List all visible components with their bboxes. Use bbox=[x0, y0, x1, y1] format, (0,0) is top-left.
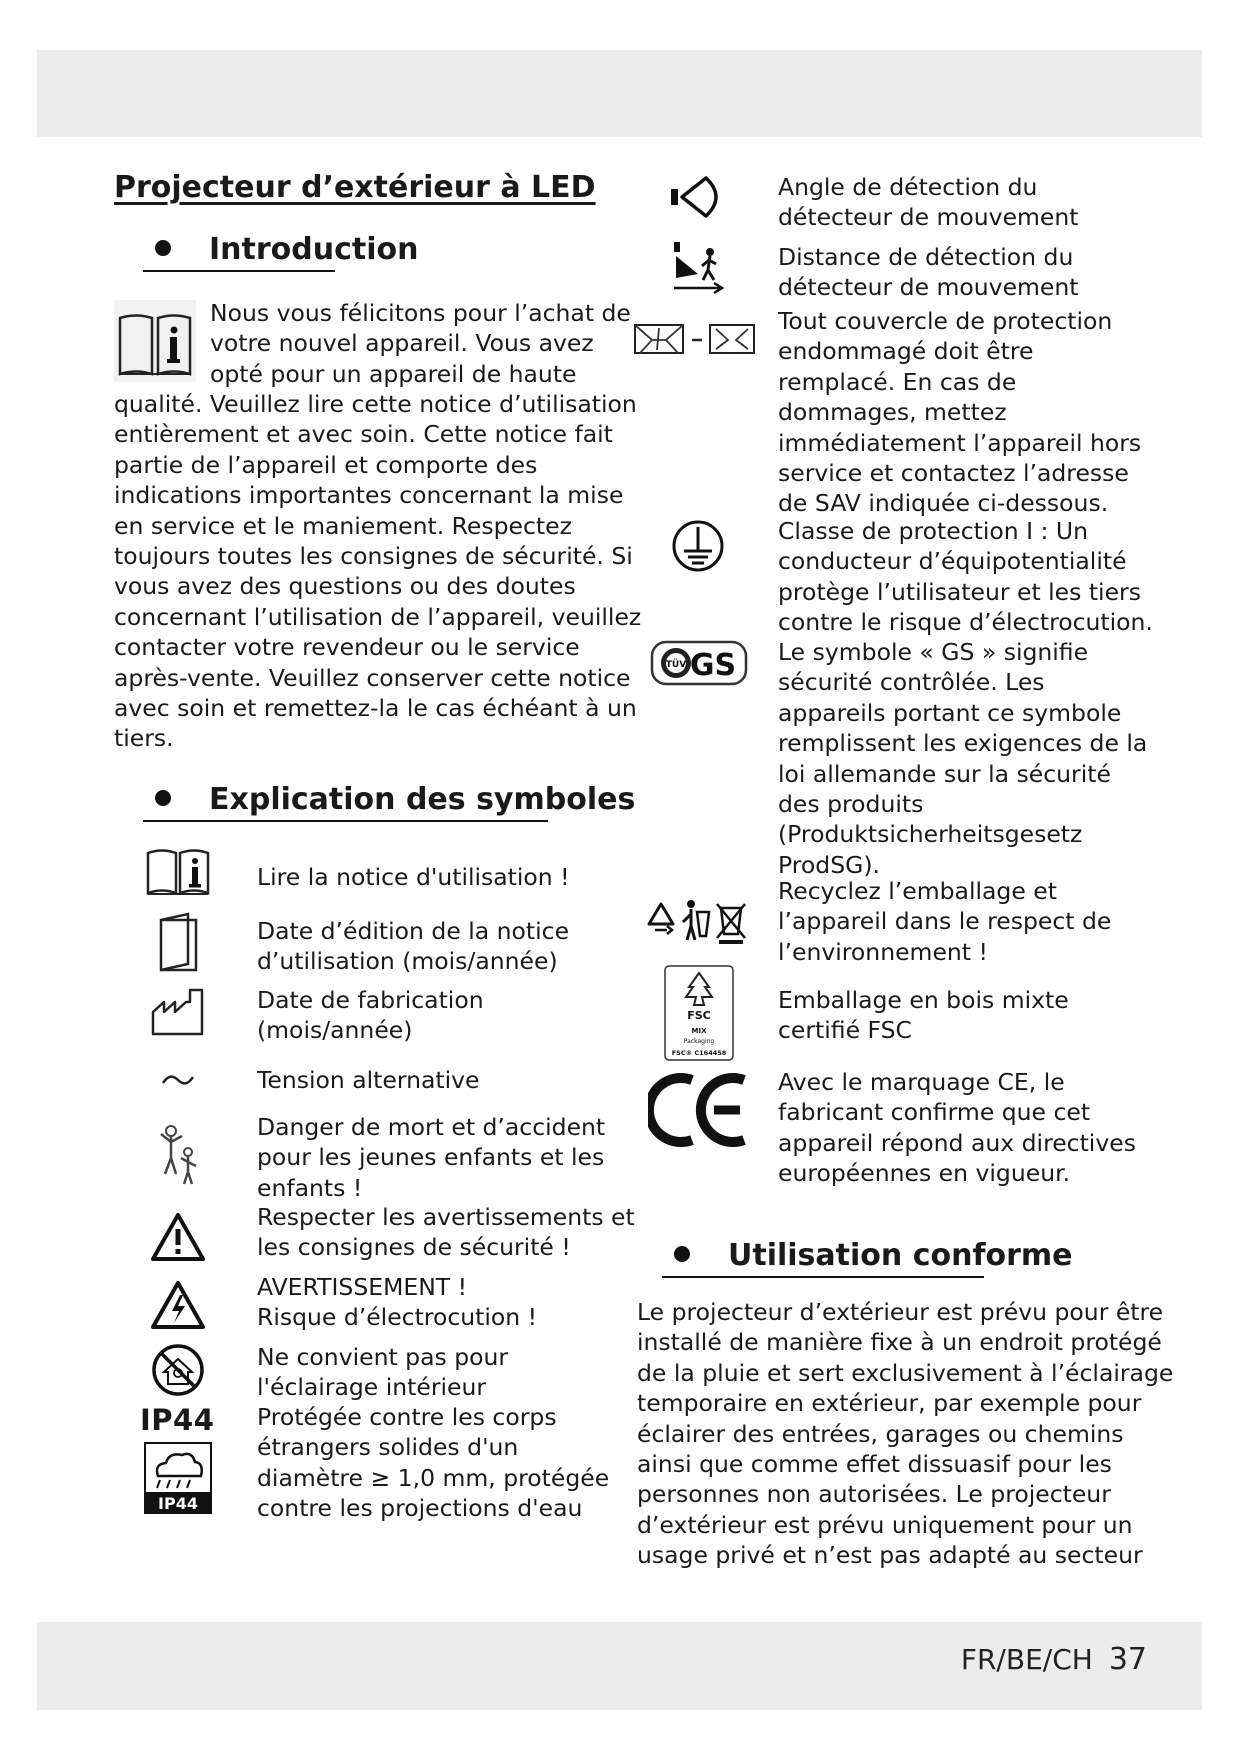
svg-text:Packaging: Packaging bbox=[683, 1038, 715, 1045]
symbol-line: remplissent les exigences de la bbox=[778, 729, 1148, 758]
svg-text:IP44: IP44 bbox=[158, 1494, 198, 1513]
svg-text:MIX: MIX bbox=[691, 1027, 707, 1035]
page-title: Projecteur d’extérieur à LED bbox=[114, 170, 596, 205]
symbol-text bbox=[257, 1065, 479, 1095]
intro-line: votre nouvel appareil. Vous avez bbox=[210, 329, 594, 358]
heading-introduction bbox=[155, 232, 418, 267]
symbol-text bbox=[778, 306, 1141, 519]
symbol-line: Tension alternative bbox=[257, 1066, 480, 1094]
svg-text:FSC: FSC bbox=[687, 1009, 711, 1022]
symbol-line: détecteur de mouvement bbox=[778, 203, 1079, 232]
detection-distance-icon bbox=[670, 236, 726, 296]
symbol-line: contre les projections d'eau bbox=[257, 1494, 583, 1523]
electric-shock-icon bbox=[150, 1280, 206, 1330]
symbol-line: d’utilisation (mois/année) bbox=[257, 947, 558, 976]
intro-line: en service et le maniement. Respectez bbox=[114, 511, 572, 540]
symbol-line: Tout couvercle de protection bbox=[778, 307, 1113, 335]
symbol-line: sécurité contrôlée. Les bbox=[778, 668, 1045, 697]
intro-line: qualité. Veuillez lire cette notice d’utilisation bbox=[114, 390, 637, 418]
bullet-icon bbox=[155, 790, 171, 806]
symbol-line: ProdSG). bbox=[778, 850, 880, 879]
heading-symboles-label: Explication des symboles bbox=[209, 782, 636, 817]
utilisation-line: Le projecteur d’extérieur est prévu pour être bbox=[637, 1298, 1164, 1326]
symbol-line: Ne convient pas pour bbox=[257, 1343, 509, 1371]
utilisation-line: personnes non autorisées. Le projecteur bbox=[637, 1480, 1111, 1509]
symbol-line: Protégée contre les corps bbox=[257, 1403, 557, 1431]
utilisation-line: de la pluie et sert exclusivement à l’éclairage bbox=[637, 1358, 1174, 1387]
damaged-cover-icon bbox=[632, 320, 758, 360]
heading-introduction-label: Introduction bbox=[209, 232, 419, 267]
intro-line: Nous vous félicitons pour l’achat de bbox=[210, 299, 631, 327]
gs-mark-icon bbox=[650, 640, 748, 686]
symbol-line: pour les jeunes enfants et les bbox=[257, 1143, 605, 1172]
no-indoor-lighting-icon bbox=[150, 1342, 206, 1398]
bullet-icon bbox=[674, 1246, 690, 1262]
factory-icon bbox=[150, 988, 208, 1038]
svg-text:TÜV: TÜV bbox=[665, 660, 687, 670]
ip44-label: IP44 bbox=[140, 1403, 215, 1437]
ce-mark-icon bbox=[648, 1070, 752, 1150]
symbol-line: l'éclairage intérieur bbox=[257, 1373, 487, 1402]
intro-line: avec soin et remettez-la le cas échéant à un bbox=[114, 694, 637, 723]
symbol-line: conducteur d’équipotentialité bbox=[778, 547, 1127, 576]
symbol-line: Angle de détection du bbox=[778, 173, 1038, 201]
bullet-icon bbox=[155, 240, 171, 256]
intro-line: vous avez des questions ou des doutes bbox=[114, 572, 576, 601]
intro-paragraph bbox=[114, 389, 641, 754]
symbol-line: l’environnement ! bbox=[778, 937, 988, 966]
utilisation-paragraph bbox=[637, 1297, 1173, 1571]
symbol-text bbox=[778, 637, 1147, 880]
symbol-line: certifié FSC bbox=[778, 1016, 912, 1045]
symbol-line: fabricant confirme que cet bbox=[778, 1098, 1091, 1127]
symbol-line: Distance de détection du bbox=[778, 243, 1074, 271]
symbol-text bbox=[778, 516, 1153, 638]
symbol-line: Le symbole « GS » signifie bbox=[778, 638, 1089, 666]
symbol-line: appareil répond aux directives bbox=[778, 1128, 1136, 1157]
symbol-line: endommagé doit être bbox=[778, 337, 1034, 366]
intro-line: entièrement et avec soin. Cette notice fait bbox=[114, 420, 613, 449]
utilisation-line: installé de manière fixe à un endroit protégé bbox=[637, 1328, 1162, 1357]
intro-line: contacter votre revendeur ou le service bbox=[114, 633, 580, 662]
symbol-text bbox=[778, 172, 1079, 233]
utilisation-line: ainsi que comme effet dissuasif pour les bbox=[637, 1450, 1112, 1479]
symbol-text bbox=[778, 242, 1079, 303]
symbol-text bbox=[778, 985, 1069, 1046]
heading-utilisation bbox=[674, 1238, 1073, 1273]
detection-angle-icon bbox=[668, 172, 730, 222]
symbol-line: Date d’édition de la notice bbox=[257, 917, 570, 945]
warning-triangle-icon bbox=[150, 1212, 206, 1262]
symbol-line: Risque d’électrocution ! bbox=[257, 1303, 538, 1332]
symbol-line: remplacé. En cas de bbox=[778, 367, 1017, 396]
intro-paragraph-top bbox=[210, 298, 631, 389]
ip44-rain-icon bbox=[144, 1442, 212, 1514]
intro-line: toujours toutes les consignes de sécurité. Si bbox=[114, 542, 633, 571]
symbol-line: AVERTISSEMENT ! bbox=[257, 1273, 468, 1301]
utilisation-line: usage privé et n’est pas adapté au secteur bbox=[637, 1541, 1143, 1570]
intro-line: indications importantes concernant la mise bbox=[114, 481, 624, 510]
alternating-current-icon bbox=[160, 1070, 196, 1090]
heading-symboles bbox=[155, 782, 635, 817]
intro-line: concernant l’utilisation de l’appareil, veuillez bbox=[114, 602, 642, 631]
symbol-text bbox=[257, 1202, 635, 1263]
symbol-line: Avec le marquage CE, le bbox=[778, 1068, 1065, 1096]
symbol-line: service et contactez l’adresse bbox=[778, 459, 1129, 488]
intro-line: tiers. bbox=[114, 724, 174, 753]
symbol-line: détecteur de mouvement bbox=[778, 273, 1079, 302]
utilisation-line: d’extérieur est prévu uniquement pour un bbox=[637, 1510, 1133, 1539]
symbol-text bbox=[257, 1342, 508, 1403]
symbol-text bbox=[257, 1402, 609, 1524]
symbol-line: dommages, mettez bbox=[778, 398, 1007, 427]
symbol-text bbox=[257, 985, 484, 1046]
symbol-line: appareils portant ce symbole bbox=[778, 698, 1122, 727]
symbol-line: loi allemande sur la sécurité bbox=[778, 759, 1111, 788]
symbol-text bbox=[257, 1112, 605, 1203]
intro-line: partie de l’appareil et comporte des bbox=[114, 450, 538, 479]
utilisation-line: éclairer des entrées, garages ou chemins bbox=[637, 1419, 1124, 1448]
footer bbox=[961, 1642, 1147, 1677]
symbol-line: l’appareil dans le respect de bbox=[778, 907, 1112, 936]
symbol-line: (mois/année) bbox=[257, 1016, 413, 1045]
symbol-line: immédiatement l’appareil hors bbox=[778, 428, 1142, 457]
symbol-text bbox=[778, 876, 1111, 967]
symbol-line: enfants ! bbox=[257, 1173, 363, 1202]
symbol-line: de SAV indiquée ci-dessous. bbox=[778, 489, 1109, 518]
child-danger-icon bbox=[154, 1122, 204, 1186]
symbol-line: Emballage en bois mixte bbox=[778, 986, 1069, 1014]
utilisation-line: temporaire en extérieur, par exemple pour bbox=[637, 1389, 1142, 1418]
symbol-line: (Produktsicherheitsgesetz bbox=[778, 820, 1083, 849]
symbol-line: Danger de mort et d’accident bbox=[257, 1113, 606, 1141]
symbol-line: contre le risque d’électrocution. bbox=[778, 608, 1153, 637]
symbol-line: Recyclez l’emballage et bbox=[778, 877, 1057, 905]
symbol-line: étrangers solides d'un bbox=[257, 1433, 519, 1462]
page-number: 37 bbox=[1108, 1642, 1147, 1677]
heading-utilisation-label: Utilisation conforme bbox=[728, 1238, 1073, 1273]
symbol-text bbox=[778, 1067, 1136, 1189]
symbol-line: Respecter les avertissements et bbox=[257, 1203, 635, 1231]
symbol-line: Date de fabrication bbox=[257, 986, 484, 1014]
symbol-line: les consignes de sécurité ! bbox=[257, 1233, 571, 1262]
intro-line: opté pour un appareil de haute bbox=[210, 359, 577, 388]
footer-region: FR/BE/CH bbox=[960, 1643, 1093, 1676]
svg-text:FSC® C164458: FSC® C164458 bbox=[671, 1049, 727, 1057]
symbol-line: protège l’utilisateur et les tiers bbox=[778, 577, 1141, 606]
symbol-line: des produits bbox=[778, 790, 924, 819]
intro-line: après-vente. Veuillez conserver cette notice bbox=[114, 663, 631, 692]
fsc-icon bbox=[664, 965, 734, 1061]
svg-text:GS: GS bbox=[689, 648, 737, 683]
symbol-text bbox=[257, 862, 570, 892]
symbol-text bbox=[257, 1272, 537, 1333]
book-info-icon bbox=[114, 300, 196, 382]
recycle-icon bbox=[645, 896, 751, 946]
book-info-icon bbox=[144, 846, 212, 898]
header-band bbox=[37, 50, 1202, 137]
protection-class-1-icon bbox=[670, 518, 726, 574]
symbol-line: européennes en vigueur. bbox=[778, 1159, 1071, 1188]
symbol-line: Lire la notice d'utilisation ! bbox=[257, 863, 570, 891]
symbol-line: Classe de protection I : Un bbox=[778, 517, 1088, 545]
symbol-line: diamètre ≥ 1,0 mm, protégée bbox=[257, 1463, 610, 1492]
booklet-icon bbox=[158, 912, 200, 972]
symbol-text bbox=[257, 916, 569, 977]
